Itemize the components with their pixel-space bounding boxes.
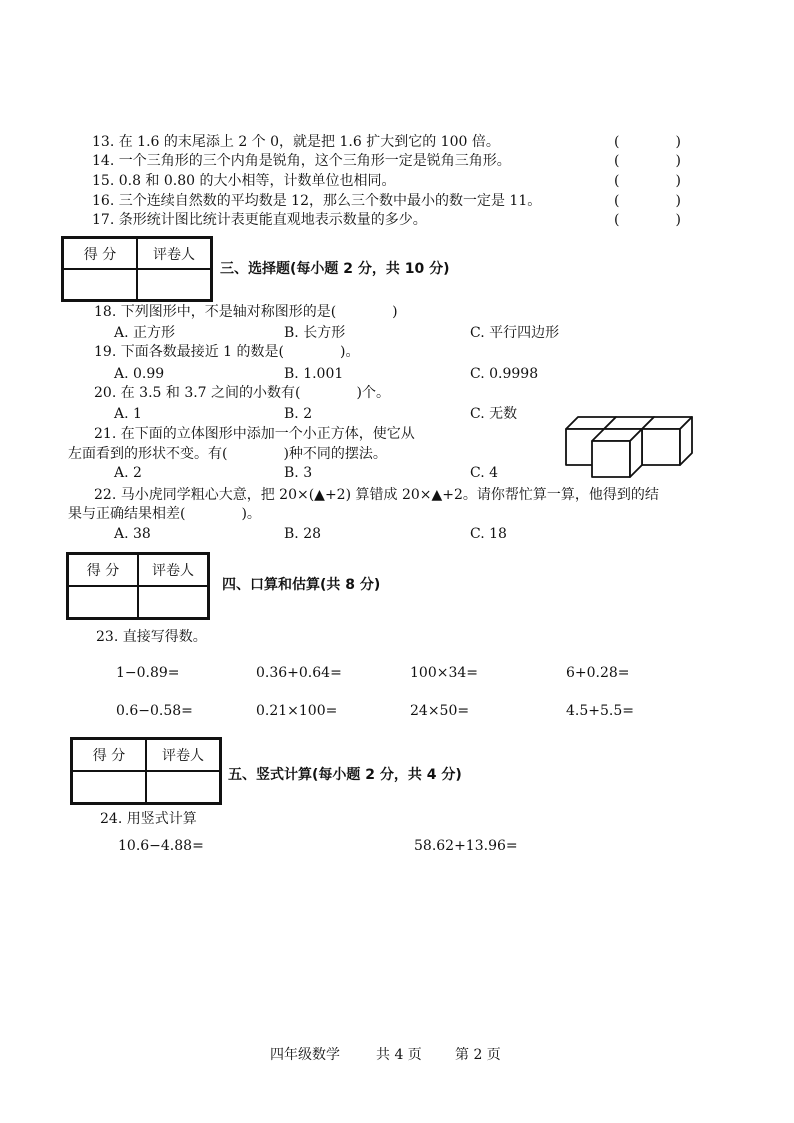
calc-item: 100×34= bbox=[410, 665, 478, 681]
question-16: 16. 三个连续自然数的平均数是 12，那么三个数中最小的数一定是 11。 bbox=[92, 193, 542, 209]
calc-item: 6+0.28= bbox=[566, 665, 630, 681]
q20-option-b: B. 2 bbox=[284, 406, 313, 422]
score-cell[interactable] bbox=[72, 771, 146, 803]
q22-option-c: C. 18 bbox=[470, 526, 507, 542]
grader-cell[interactable] bbox=[146, 771, 220, 803]
answer-paren-16[interactable]: ( ) bbox=[614, 193, 681, 209]
q19-option-a: A. 0.99 bbox=[114, 366, 165, 382]
question-22-line1: 22. 马小虎同学粗心大意，把 20×(▲+2) 算错成 20×▲+2。请你帮忙算一算，他得到的结 bbox=[94, 487, 659, 503]
question-14: 14. 一个三角形的三个内角是锐角，这个三角形一定是锐角三角形。 bbox=[92, 153, 511, 169]
question-22-line2: 果与正确结果相差( )。 bbox=[68, 506, 261, 522]
section4-title: 四、口算和估算(共 8 分) bbox=[222, 577, 381, 593]
q21-option-b: B. 3 bbox=[284, 465, 313, 481]
question-17: 17. 条形统计图比统计表更能直观地表示数量的多少。 bbox=[92, 212, 427, 228]
question-21-line1: 21. 在下面的立体图形中添加一个小正方体，使它从 bbox=[94, 426, 415, 442]
score-label: 得 分 bbox=[63, 238, 137, 269]
answer-paren-17[interactable]: ( ) bbox=[614, 212, 681, 228]
footer-subject: 四年级数学 bbox=[270, 1047, 340, 1063]
question-21-line2: 左面看到的形状不变。有( )种不同的摆法。 bbox=[68, 446, 387, 462]
grader-label: 评卷人 bbox=[146, 739, 220, 771]
q22-option-b: B. 28 bbox=[284, 526, 322, 542]
calc-item: 24×50= bbox=[410, 703, 470, 719]
answer-paren-13[interactable]: ( ) bbox=[614, 134, 681, 150]
score-box-section3 bbox=[61, 236, 213, 302]
section3-title: 三、选择题(每小题 2 分，共 10 分) bbox=[220, 261, 450, 277]
cube-figure bbox=[562, 413, 694, 479]
footer-page-number: 第 2 页 bbox=[455, 1047, 501, 1063]
q18-option-c: C. 平行四边形 bbox=[470, 325, 560, 341]
q18-option-b: B. 长方形 bbox=[284, 325, 346, 341]
score-label: 得 分 bbox=[72, 739, 146, 771]
question-23: 23. 直接写得数。 bbox=[96, 629, 207, 645]
calc-item: 0.6−0.58= bbox=[116, 703, 193, 719]
answer-paren-14[interactable]: ( ) bbox=[614, 153, 681, 169]
question-18: 18. 下列图形中，不是轴对称图形的是( ) bbox=[94, 304, 398, 320]
calc-item: 0.21×100= bbox=[256, 703, 338, 719]
score-box-section5 bbox=[70, 737, 222, 805]
footer-total-pages: 共 4 页 bbox=[376, 1047, 422, 1063]
q21-option-a: A. 2 bbox=[114, 465, 142, 481]
answer-paren-15[interactable]: ( ) bbox=[614, 173, 681, 189]
score-label: 得 分 bbox=[68, 554, 138, 586]
calc-item: 1−0.89= bbox=[116, 665, 180, 681]
q20-option-c: C. 无数 bbox=[470, 406, 518, 422]
calc-item: 0.36+0.64= bbox=[256, 665, 342, 681]
score-cell[interactable] bbox=[68, 586, 138, 618]
grader-label: 评卷人 bbox=[137, 238, 211, 269]
score-cell[interactable] bbox=[63, 269, 137, 300]
section5-title: 五、竖式计算(每小题 2 分，共 4 分) bbox=[228, 767, 462, 783]
q21-option-c: C. 4 bbox=[470, 465, 499, 481]
score-box-section4 bbox=[66, 552, 210, 620]
question-15: 15. 0.8 和 0.80 的大小相等，计数单位也相同。 bbox=[92, 173, 396, 189]
grader-cell[interactable] bbox=[137, 269, 211, 300]
question-20: 20. 在 3.5 和 3.7 之间的小数有( )个。 bbox=[94, 385, 390, 401]
grader-label: 评卷人 bbox=[138, 554, 208, 586]
q22-option-a: A. 38 bbox=[114, 526, 151, 542]
question-13: 13. 在 1.6 的末尾添上 2 个 0，就是把 1.6 扩大到它的 100 倍。 bbox=[92, 134, 500, 150]
question-19: 19. 下面各数最接近 1 的数是( )。 bbox=[94, 344, 360, 360]
q20-option-a: A. 1 bbox=[114, 406, 142, 422]
question-24: 24. 用竖式计算 bbox=[100, 811, 197, 827]
q19-option-c: C. 0.9998 bbox=[470, 366, 539, 382]
vertical-calc-item: 10.6−4.88= bbox=[118, 838, 204, 854]
vertical-calc-item: 58.62+13.96= bbox=[414, 838, 518, 854]
q18-option-a: A. 正方形 bbox=[114, 325, 176, 341]
grader-cell[interactable] bbox=[138, 586, 208, 618]
calc-item: 4.5+5.5= bbox=[566, 703, 634, 719]
q19-option-b: B. 1.001 bbox=[284, 366, 344, 382]
